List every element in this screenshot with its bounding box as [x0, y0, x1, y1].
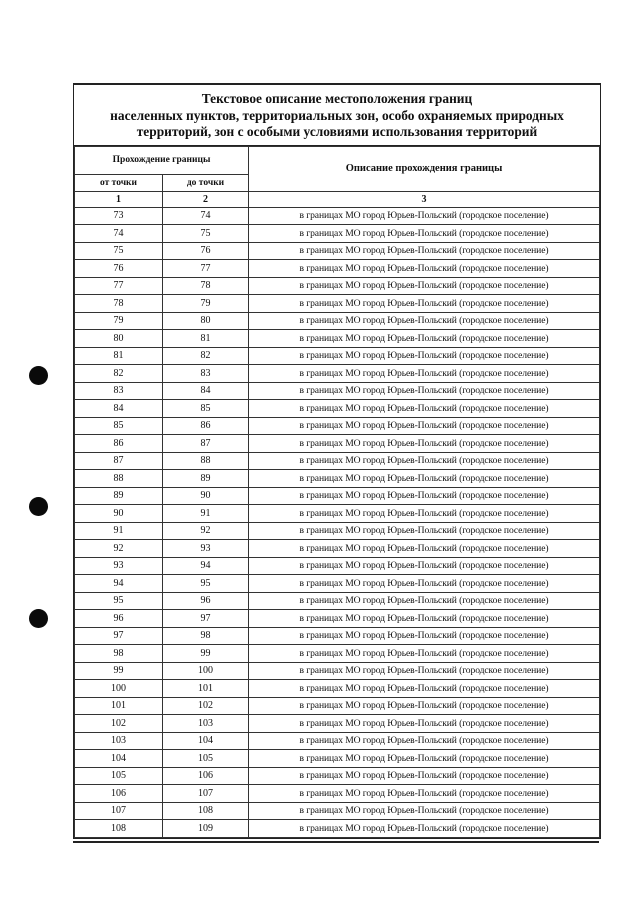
table-row: [75, 207, 600, 225]
description-cell: в границах МО город Юрьев-Польский (городское поселение): [249, 312, 600, 330]
table-row: [75, 522, 600, 540]
description-cell: в границах МО город Юрьев-Польский (городское поселение): [249, 487, 600, 505]
to-point-cell: 76: [163, 242, 249, 260]
column-number: 2: [163, 191, 249, 207]
from-point-cell: 78: [75, 295, 163, 313]
from-point-cell: 85: [75, 417, 163, 435]
to-point-cell: 81: [163, 330, 249, 348]
description-cell: в границах МО город Юрьев-Польский (городское поселение): [249, 715, 600, 733]
to-point-cell: 77: [163, 260, 249, 278]
binder-hole: [29, 609, 48, 628]
header-description: Описание прохождения границы: [249, 146, 600, 191]
to-point-cell: 82: [163, 347, 249, 365]
description-cell: в границах МО город Юрьев-Польский (городское поселение): [249, 207, 600, 225]
from-point-cell: 99: [75, 662, 163, 680]
table-row: [75, 295, 600, 313]
description-cell: в границах МО город Юрьев-Польский (городское поселение): [249, 557, 600, 575]
table-row: [75, 697, 600, 715]
to-point-cell: 108: [163, 802, 249, 820]
document-sheet: [73, 83, 601, 839]
from-point-cell: 82: [75, 365, 163, 383]
to-point-cell: 104: [163, 732, 249, 750]
title-line: территорий, зон с особыми условиями использования территорий: [136, 124, 538, 139]
from-point-cell: 107: [75, 802, 163, 820]
title-line: Текстовое описание местоположения границ: [201, 91, 473, 106]
table-row: [75, 662, 600, 680]
description-cell: в границах МО город Юрьев-Польский (городское поселение): [249, 400, 600, 418]
to-point-cell: 105: [163, 750, 249, 768]
table-row: [75, 575, 600, 593]
binder-hole: [29, 366, 48, 385]
to-point-cell: 96: [163, 592, 249, 610]
to-point-cell: 91: [163, 505, 249, 523]
column-number: 1: [75, 191, 163, 207]
to-point-cell: 109: [163, 820, 249, 838]
table-row: [75, 260, 600, 278]
description-cell: в границах МО город Юрьев-Польский (городское поселение): [249, 452, 600, 470]
description-cell: в границах МО город Юрьев-Польский (городское поселение): [249, 697, 600, 715]
description-cell: в границах МО город Юрьев-Польский (городское поселение): [249, 575, 600, 593]
description-cell: в границах МО город Юрьев-Польский (городское поселение): [249, 470, 600, 488]
from-point-cell: 91: [75, 522, 163, 540]
from-point-cell: 89: [75, 487, 163, 505]
description-cell: в границах МО город Юрьев-Польский (городское поселение): [249, 680, 600, 698]
description-cell: в границах МО город Юрьев-Польский (городское поселение): [249, 540, 600, 558]
table-row: [75, 627, 600, 645]
from-point-cell: 92: [75, 540, 163, 558]
to-point-cell: 103: [163, 715, 249, 733]
to-point-cell: 97: [163, 610, 249, 628]
table-row: [75, 592, 600, 610]
description-cell: в границах МО город Юрьев-Польский (городское поселение): [249, 767, 600, 785]
from-point-cell: 75: [75, 242, 163, 260]
table-row: [75, 557, 600, 575]
description-cell: в границах МО город Юрьев-Польский (городское поселение): [249, 435, 600, 453]
from-point-cell: 79: [75, 312, 163, 330]
to-point-cell: 100: [163, 662, 249, 680]
description-cell: в границах МО город Юрьев-Польский (городское поселение): [249, 242, 600, 260]
from-point-cell: 81: [75, 347, 163, 365]
description-cell: в границах МО город Юрьев-Польский (городское поселение): [249, 505, 600, 523]
binder-hole: [29, 497, 48, 516]
header-to-point: до точки: [163, 174, 249, 191]
from-point-cell: 90: [75, 505, 163, 523]
from-point-cell: 80: [75, 330, 163, 348]
document-title: [74, 85, 600, 146]
table-row: [75, 417, 600, 435]
table-row: [75, 732, 600, 750]
description-cell: в границах МО город Юрьев-Польский (городское поселение): [249, 277, 600, 295]
table-row: [75, 802, 600, 820]
to-point-cell: 107: [163, 785, 249, 803]
description-cell: в границах МО город Юрьев-Польский (городское поселение): [249, 662, 600, 680]
to-point-cell: 79: [163, 295, 249, 313]
from-point-cell: 83: [75, 382, 163, 400]
bottom-border: [73, 841, 599, 843]
table-row: [75, 330, 600, 348]
header-boundary-passage: Прохождение границы: [75, 146, 249, 174]
description-cell: в границах МО город Юрьев-Польский (городское поселение): [249, 627, 600, 645]
from-point-cell: 95: [75, 592, 163, 610]
description-cell: в границах МО город Юрьев-Польский (городское поселение): [249, 610, 600, 628]
to-point-cell: 90: [163, 487, 249, 505]
from-point-cell: 74: [75, 225, 163, 243]
table-row: [75, 277, 600, 295]
from-point-cell: 102: [75, 715, 163, 733]
table-row: [75, 715, 600, 733]
to-point-cell: 83: [163, 365, 249, 383]
to-point-cell: 75: [163, 225, 249, 243]
table-row: [75, 435, 600, 453]
table-row: [75, 470, 600, 488]
from-point-cell: 98: [75, 645, 163, 663]
to-point-cell: 101: [163, 680, 249, 698]
from-point-cell: 105: [75, 767, 163, 785]
description-cell: в границах МО город Юрьев-Польский (городское поселение): [249, 802, 600, 820]
from-point-cell: 106: [75, 785, 163, 803]
to-point-cell: 84: [163, 382, 249, 400]
to-point-cell: 88: [163, 452, 249, 470]
to-point-cell: 106: [163, 767, 249, 785]
from-point-cell: 87: [75, 452, 163, 470]
description-cell: в границах МО город Юрьев-Польский (городское поселение): [249, 785, 600, 803]
from-point-cell: 96: [75, 610, 163, 628]
description-cell: в границах МО город Юрьев-Польский (городское поселение): [249, 330, 600, 348]
from-point-cell: 86: [75, 435, 163, 453]
table-row: [75, 680, 600, 698]
table-row: [75, 750, 600, 768]
description-cell: в границах МО город Юрьев-Польский (городское поселение): [249, 592, 600, 610]
from-point-cell: 76: [75, 260, 163, 278]
table-row: [75, 505, 600, 523]
to-point-cell: 99: [163, 645, 249, 663]
from-point-cell: 104: [75, 750, 163, 768]
table-row: [75, 400, 600, 418]
to-point-cell: 95: [163, 575, 249, 593]
description-cell: в границах МО город Юрьев-Польский (городское поселение): [249, 417, 600, 435]
description-cell: в границах МО город Юрьев-Польский (городское поселение): [249, 295, 600, 313]
from-point-cell: 101: [75, 697, 163, 715]
from-point-cell: 94: [75, 575, 163, 593]
table-row: [75, 487, 600, 505]
table-row: [75, 767, 600, 785]
table-row: [75, 382, 600, 400]
from-point-cell: 84: [75, 400, 163, 418]
table-row: [75, 645, 600, 663]
from-point-cell: 100: [75, 680, 163, 698]
from-point-cell: 108: [75, 820, 163, 838]
boundary-table: [74, 146, 600, 838]
table-row: [75, 540, 600, 558]
description-cell: в границах МО город Юрьев-Польский (городское поселение): [249, 750, 600, 768]
table-body: [75, 207, 600, 837]
to-point-cell: 92: [163, 522, 249, 540]
to-point-cell: 74: [163, 207, 249, 225]
from-point-cell: 103: [75, 732, 163, 750]
to-point-cell: 94: [163, 557, 249, 575]
description-cell: в границах МО город Юрьев-Польский (городское поселение): [249, 820, 600, 838]
from-point-cell: 93: [75, 557, 163, 575]
description-cell: в границах МО город Юрьев-Польский (городское поселение): [249, 225, 600, 243]
from-point-cell: 97: [75, 627, 163, 645]
header-from-point: от точки: [75, 174, 163, 191]
to-point-cell: 93: [163, 540, 249, 558]
to-point-cell: 87: [163, 435, 249, 453]
to-point-cell: 102: [163, 697, 249, 715]
description-cell: в границах МО город Юрьев-Польский (городское поселение): [249, 732, 600, 750]
table-row: [75, 610, 600, 628]
description-cell: в границах МО город Юрьев-Польский (городское поселение): [249, 522, 600, 540]
table-row: [75, 312, 600, 330]
table-row: [75, 785, 600, 803]
description-cell: в границах МО город Юрьев-Польский (городское поселение): [249, 347, 600, 365]
description-cell: в границах МО город Юрьев-Польский (городское поселение): [249, 260, 600, 278]
from-point-cell: 88: [75, 470, 163, 488]
table-row: [75, 820, 600, 838]
description-cell: в границах МО город Юрьев-Польский (городское поселение): [249, 365, 600, 383]
table-row: [75, 365, 600, 383]
table-row: [75, 242, 600, 260]
description-cell: в границах МО город Юрьев-Польский (городское поселение): [249, 382, 600, 400]
to-point-cell: 86: [163, 417, 249, 435]
table-row: [75, 347, 600, 365]
to-point-cell: 78: [163, 277, 249, 295]
to-point-cell: 85: [163, 400, 249, 418]
to-point-cell: 89: [163, 470, 249, 488]
to-point-cell: 98: [163, 627, 249, 645]
title-line: населенных пунктов, территориальных зон, особо охраняемых природных: [110, 107, 564, 123]
table-row: [75, 225, 600, 243]
column-number: 3: [249, 191, 600, 207]
from-point-cell: 73: [75, 207, 163, 225]
description-cell: в границах МО город Юрьев-Польский (городское поселение): [249, 645, 600, 663]
to-point-cell: 80: [163, 312, 249, 330]
from-point-cell: 77: [75, 277, 163, 295]
table-row: [75, 452, 600, 470]
